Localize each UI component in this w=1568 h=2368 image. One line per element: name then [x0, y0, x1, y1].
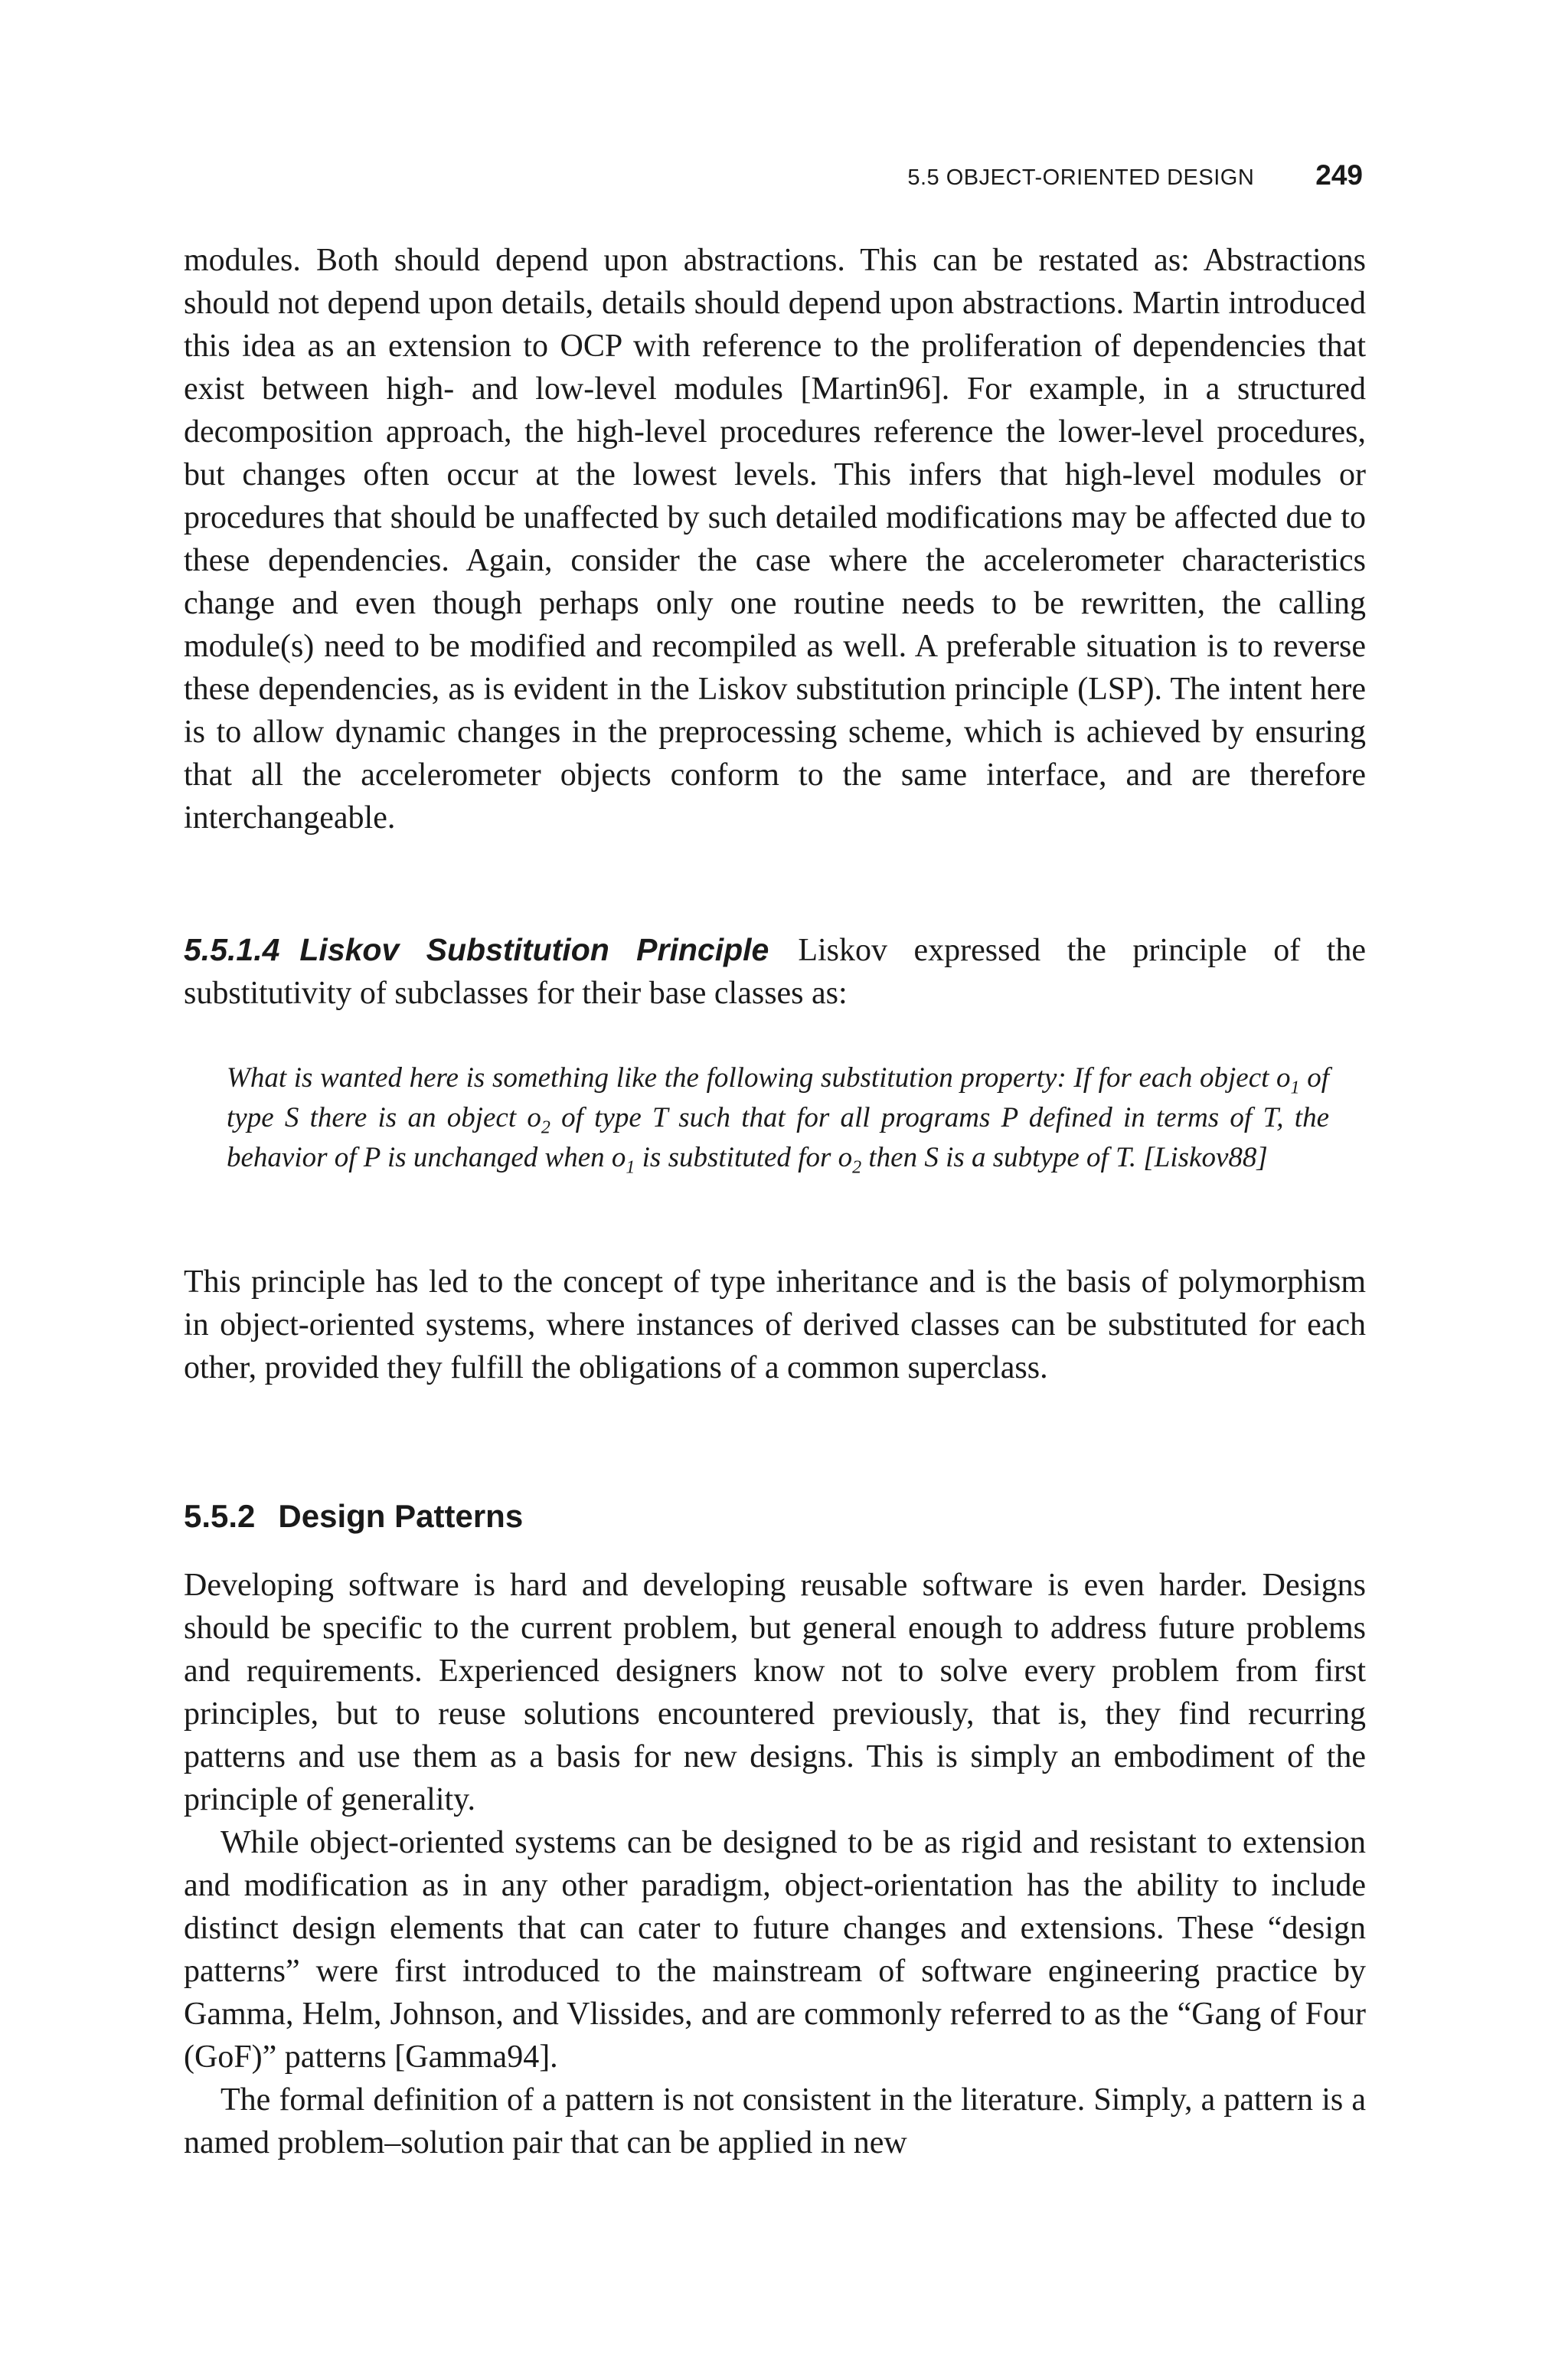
quote-subscript-3: 1 [626, 1157, 635, 1178]
lsp-paragraph [184, 928, 1366, 1015]
design-patterns-paragraph-3: The formal definition of a pattern is not consistent in the literature. Simply, a pattern is a named problem–solution pair that can be applied in new [184, 2082, 1366, 2160]
quote-text-3: of type T such that for all programs P defined in terms of T, the behavior of P is unchanged when o [227, 1102, 1329, 1173]
page-number: 249 [1315, 159, 1363, 191]
liskov-quote [227, 1058, 1329, 1178]
running-head-section: 5.5 OBJECT-ORIENTED DESIGN [907, 165, 1255, 190]
quote-subscript-4: 2 [852, 1157, 862, 1178]
lsp-followup-paragraph: This principle has led to the concept of type inheritance and is the basis of polymorphism in object-oriented systems, where instances of derived classes can be substituted for each other, provided they fulfill the obligations of a common superclass. [184, 1264, 1366, 1385]
lsp-heading-title: Liskov Substitution Principle [299, 932, 769, 967]
paragraph-dip-continued: modules. Both should depend upon abstractions. This can be restated as: Abstractions should not depend upon details, details should depend upon abstractions. Martin introduced this idea as an extension to OCP with reference to the proliferation of dependencies that exist between high- and low-level modules [Martin96]. For example, in a structured decomposition approach, the high-level procedures reference the lower-level procedures, but changes often occur at the lowest levels. This infers that high-level modules or procedures that should be unaffected by such detailed modifications may be affected due to these dependencies. Again, consider the case where the accelerometer characteristics change and even though perhaps only one routine needs to be rewritten, the calling module(s) need to be modified and recompiled as well. A preferable situation is to reverse these dependencies, as is evident in the Liskov substitution principle (LSP). The intent here is to allow dynamic changes in the preprocessing scheme, which is achieved by ensuring that all the accelerometer objects conform to the same interface, and are therefore interchangeable. [184, 243, 1366, 836]
running-head [907, 159, 1363, 191]
quote-subscript-1: 1 [1290, 1078, 1300, 1098]
quote-text-1: What is wanted here is something like the following substitution property: If for each object o [227, 1062, 1291, 1094]
lsp-heading [184, 932, 769, 967]
quote-text-4: is substituted for o [635, 1142, 853, 1173]
design-patterns-title: Design Patterns [278, 1498, 524, 1534]
quote-text-2: of type S there is an object o [227, 1062, 1330, 1133]
design-patterns-paragraph-2: While object-oriented systems can be designed to be as rigid and resistant to extension and modification as in any other paradigm, object-orientation has the ability to include distinct design elements that can cater to future changes and extensions. These “design patterns” were first introduced to the mainstream of software engineering practice by Gamma, Helm, Johnson, and Vlissides, and are commonly referred to as the “Gang of Four (GoF)” patterns [Gamma94]. [184, 1825, 1366, 2075]
design-patterns-paragraph-1: Developing software is hard and developing reusable software is even harder. Designs should be specific to the current problem, but general enough to address future problems and requirements. Experienced designers know not to solve every problem from first principles, but to reuse solutions encountered previously, that is, they find recurring patterns and use them as a basis for new designs. This is simply an embodiment of the principle of generality. [184, 1568, 1366, 1817]
quote-text-5: then S is a subtype of T. [Liskov88] [861, 1142, 1268, 1173]
design-patterns-number: 5.5.2 [184, 1498, 256, 1534]
lsp-intro-text: Liskov expressed the principle of the substitutivity of subclasses for their base classes as: [184, 933, 1366, 1011]
lsp-heading-number: 5.5.1.4 [184, 932, 280, 967]
design-patterns-heading [184, 1498, 523, 1535]
quote-subscript-2: 2 [541, 1117, 550, 1138]
